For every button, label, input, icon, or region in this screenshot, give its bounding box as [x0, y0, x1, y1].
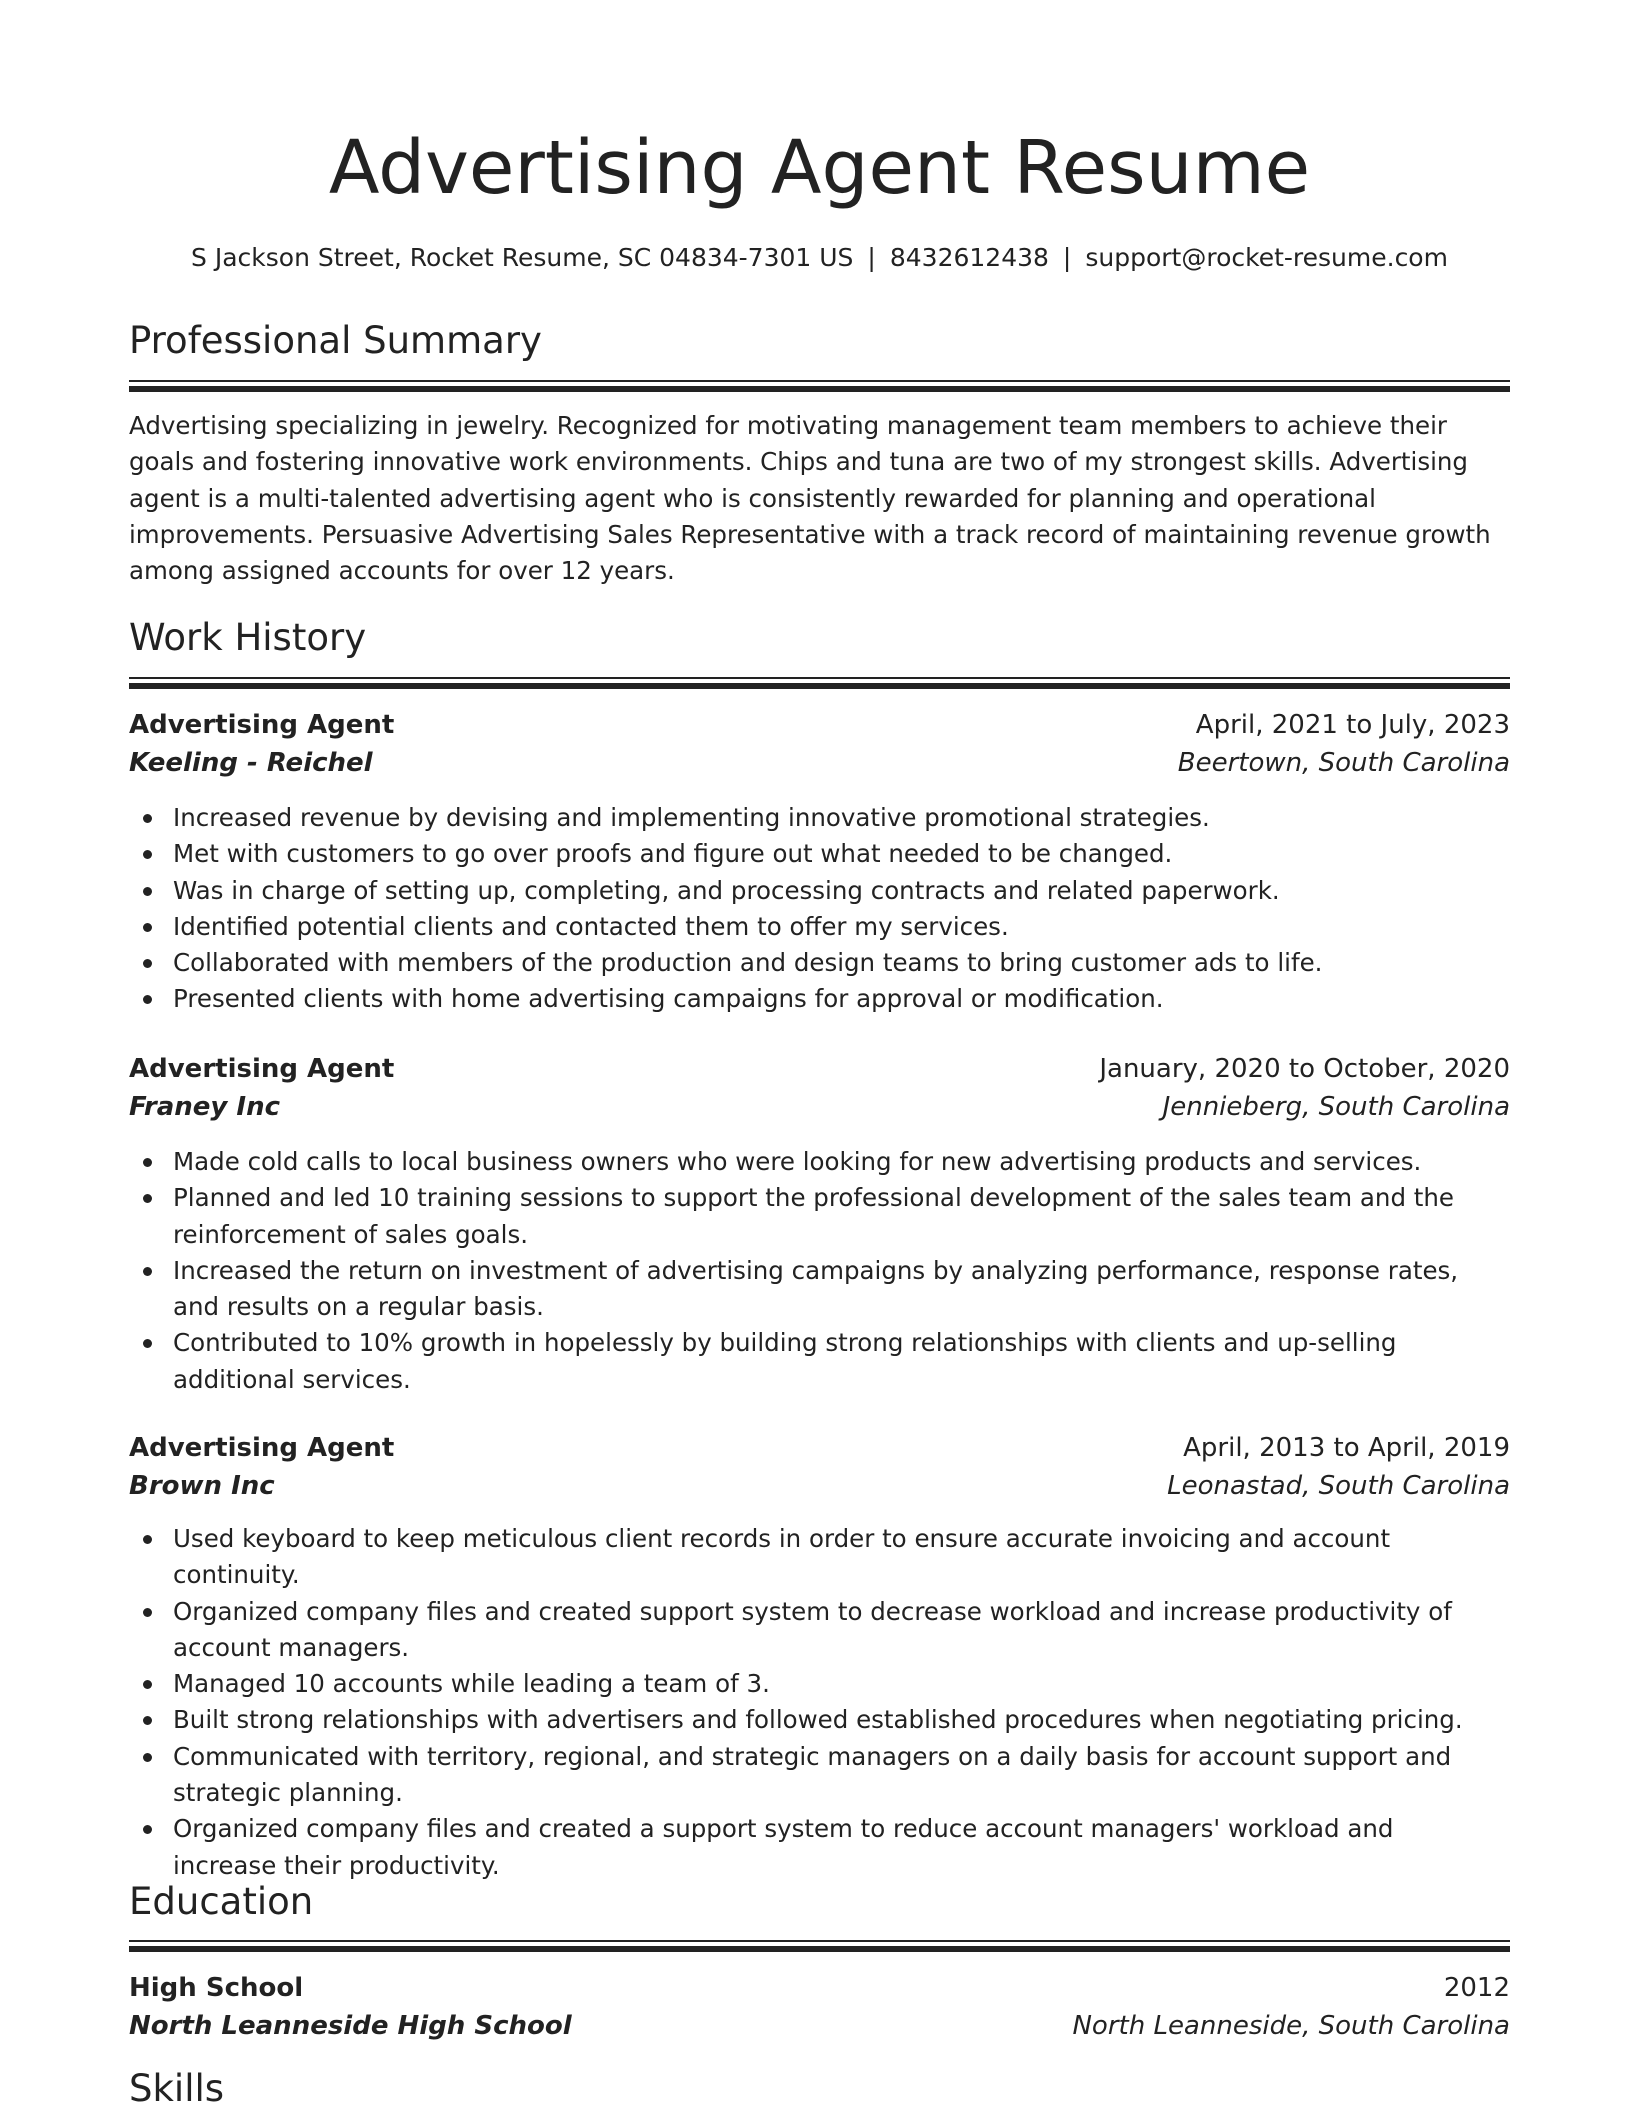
job-bullet: Communicated with territory, regional, and strategic managers on a daily basis for account support and strategic planning.	[173, 1739, 1510, 1812]
job-bullet-list	[129, 1521, 1510, 1884]
job-bullet: Contributed to 10% growth in hopelessly by building strong relationships with clients and up-selling additional services.	[173, 1325, 1510, 1398]
job-location: Leonastad, South Carolina	[1167, 1471, 1510, 1501]
job-bullet: Met with customers to go over proofs and figure out what needed to be changed.	[173, 836, 1510, 872]
job-bullet: Made cold calls to local business owners who were looking for new advertising products and services.	[173, 1144, 1510, 1180]
job-location: Beertown, South Carolina	[1177, 748, 1510, 778]
job-bullet: Planned and led 10 training sessions to support the professional development of the sales team and the reinforcement of sales goals.	[173, 1180, 1510, 1253]
summary-text: Advertising specializing in jewelry. Recognized for motivating management team members to achieve their goals and fostering innovative work environments. Chips and tuna are two of my strongest skills. Advertising agent is a multi-talented advertising agent who is consistently rewarded for planning and operational improvements. Persuasive Advertising Sales Representative with a track record of maintaining revenue growth among assigned accounts for over 12 years.	[129, 411, 1491, 586]
section-heading-education: Education	[129, 1880, 314, 1923]
job-bullet: Used keyboard to keep meticulous client records in order to ensure accurate invoicing and account continuity.	[173, 1521, 1510, 1594]
job-company: Brown Inc	[129, 1471, 275, 1501]
job-company: Keeling - Reichel	[129, 748, 373, 778]
contact-line	[129, 238, 1510, 278]
job-dates: April, 2013 to April, 2019	[1183, 1433, 1510, 1463]
job-bullet: Increased the return on investment of advertising campaigns by analyzing performance, response rates, and results on a regular basis.	[173, 1253, 1510, 1326]
contact-separator: |	[1062, 243, 1072, 272]
job-bullet: Built strong relationships with advertisers and followed established procedures when negotiating pricing.	[173, 1702, 1510, 1738]
education-degree: High School	[129, 1973, 304, 2003]
education-location: North Leanneside, South Carolina	[1072, 2011, 1510, 2041]
job-dates: April, 2021 to July, 2023	[1195, 710, 1510, 740]
contact-address: S Jackson Street, Rocket Resume, SC 04834-7301 US	[191, 243, 854, 272]
job-bullet: Organized company files and created a support system to reduce account managers' workload and increase their productivity.	[173, 1811, 1510, 1884]
job-bullet: Increased revenue by devising and implementing innovative promotional strategies.	[173, 800, 1510, 836]
job-bullet-list	[129, 1144, 1510, 1398]
section-heading-summary: Professional Summary	[129, 319, 542, 362]
job-bullet: Organized company files and created support system to decrease workload and increase productivity of account managers.	[173, 1594, 1510, 1667]
resume-title: Advertising Agent Resume	[328, 125, 1311, 211]
job-bullet: Identified potential clients and contacted them to offer my services.	[173, 909, 1510, 945]
section-divider	[129, 677, 1510, 689]
section-divider	[129, 380, 1510, 392]
job-company: Franey Inc	[129, 1092, 281, 1122]
job-title: Advertising Agent	[129, 1054, 395, 1084]
job-title: Advertising Agent	[129, 710, 395, 740]
job-dates: January, 2020 to October, 2020	[1099, 1054, 1510, 1084]
education-year: 2012	[1443, 1973, 1510, 2003]
section-divider	[129, 1940, 1510, 1952]
job-bullet: Managed 10 accounts while leading a team of 3.	[173, 1666, 1510, 1702]
contact-email: support@rocket-resume.com	[1085, 243, 1448, 272]
job-bullet: Was in charge of setting up, completing, and processing contracts and related paperwork.	[173, 873, 1510, 909]
education-school: North Leanneside High School	[129, 2011, 572, 2041]
job-location: Jennieberg, South Carolina	[1162, 1092, 1510, 1122]
job-bullet-list	[129, 800, 1510, 1018]
contact-phone: 8432612438	[889, 243, 1049, 272]
job-bullet: Presented clients with home advertising campaigns for approval or modification.	[173, 981, 1510, 1017]
job-title: Advertising Agent	[129, 1433, 395, 1463]
job-bullet: Collaborated with members of the production and design teams to bring customer ads to life.	[173, 945, 1510, 981]
section-heading-skills: Skills	[129, 2067, 225, 2110]
section-heading-work-history: Work History	[129, 616, 367, 659]
contact-separator: |	[867, 243, 876, 272]
